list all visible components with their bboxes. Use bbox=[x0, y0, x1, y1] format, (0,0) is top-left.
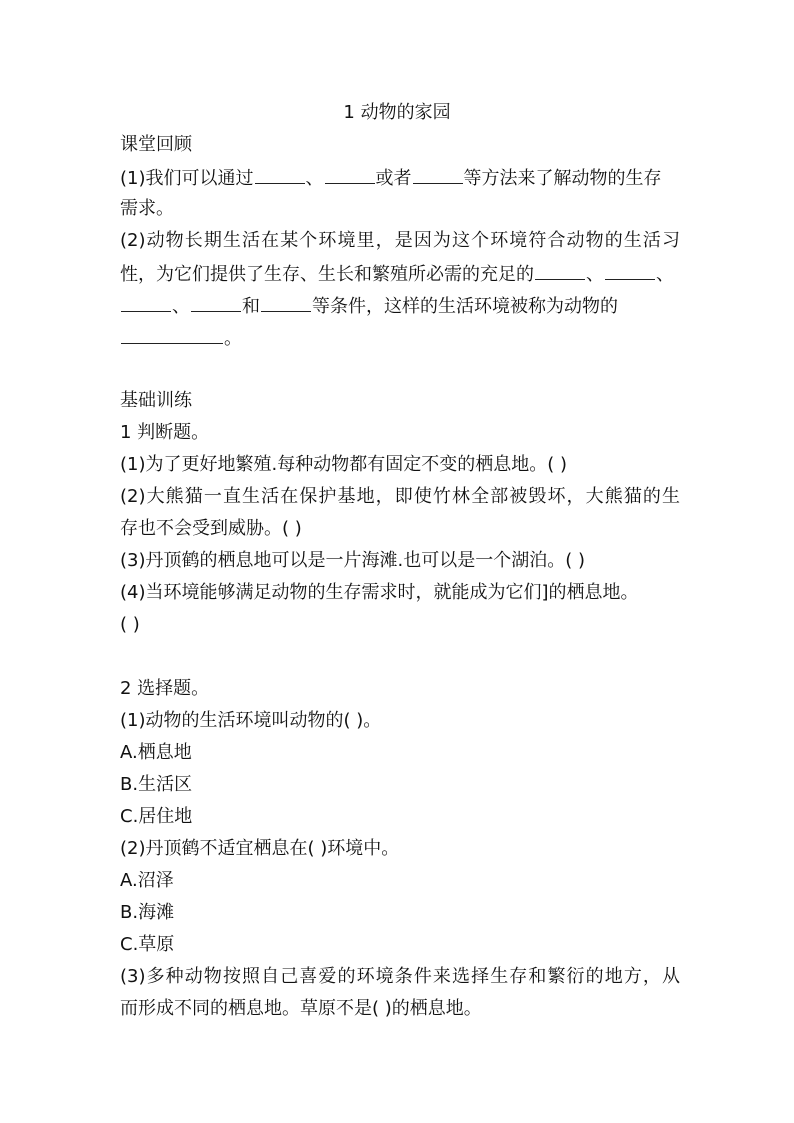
mc-q3-line2: 而形成不同的栖息地。草原不是( )的栖息地。 bbox=[120, 998, 482, 1019]
q2-line3-text: 等条件，这样的生活环境被称为动物的 bbox=[312, 296, 618, 317]
q1-prefix: (1)我们可以通过 bbox=[120, 168, 254, 189]
q2-end: 。 bbox=[224, 328, 242, 349]
answer-blank[interactable] bbox=[255, 166, 305, 184]
mc-q3-line1: (3)多种动物按照自己喜爱的环境条件来选择生存和繁衍的地方，从 bbox=[120, 966, 680, 987]
mc-q1-option-a: A.栖息地 bbox=[120, 742, 192, 763]
answer-blank[interactable] bbox=[261, 294, 311, 312]
mc-q1-option-b: B.生活区 bbox=[120, 774, 193, 795]
tf-item-4: (4)当环境能够满足动物的生存需求时，就能成为它们]的栖息地。 bbox=[120, 582, 639, 603]
tf-item-2-cont: 存也不会受到威胁。( ) bbox=[120, 518, 302, 539]
answer-blank[interactable] bbox=[121, 326, 223, 344]
review-q2-line4 bbox=[120, 326, 680, 350]
mc-heading: 2 选择题。 bbox=[120, 678, 210, 699]
tf-heading: 1 判断题。 bbox=[120, 422, 210, 443]
answer-blank[interactable] bbox=[121, 294, 171, 312]
q1-or: 或者 bbox=[375, 168, 412, 189]
answer-blank[interactable] bbox=[605, 262, 655, 280]
page-title: 1 动物的家园 bbox=[343, 102, 451, 123]
answer-blank[interactable] bbox=[325, 166, 375, 184]
section-heading-training: 基础训练 bbox=[120, 390, 192, 411]
review-q1-line2: 需求。 bbox=[120, 198, 174, 219]
answer-blank[interactable] bbox=[191, 294, 241, 312]
review-q2-line3 bbox=[120, 294, 680, 318]
tf-item-4-cont: ( ) bbox=[120, 614, 140, 635]
answer-blank[interactable] bbox=[413, 166, 463, 184]
review-q1-line1 bbox=[120, 166, 680, 190]
mc-q1-option-c: C.居住地 bbox=[120, 806, 193, 827]
q2-line2-text: 性，为它们提供了生存、生长和繁殖所必需的充足的 bbox=[120, 264, 534, 285]
q2-sep: 、 bbox=[172, 296, 190, 317]
mc-q2-option-b: B.海滩 bbox=[120, 902, 175, 923]
section-heading-review: 课堂回顾 bbox=[120, 134, 192, 155]
review-q2-line2 bbox=[120, 262, 680, 286]
q2-sep: 、 bbox=[586, 264, 604, 285]
tf-item-3: (3)丹顶鹤的栖息地可以是一片海滩.也可以是一个湖泊。( ) bbox=[120, 550, 585, 571]
mc-q1: (1)动物的生活环境叫动物的( )。 bbox=[120, 710, 382, 731]
q2-and: 和 bbox=[242, 296, 260, 317]
tf-item-1: (1)为了更好地繁殖.每种动物都有固定不变的栖息地。( ) bbox=[120, 454, 567, 475]
q1-sep: 、 bbox=[305, 168, 324, 189]
mc-q2-option-a: A.沼泽 bbox=[120, 870, 174, 891]
mc-q2: (2)丹顶鹤不适宜栖息在( )环境中。 bbox=[120, 838, 400, 859]
q1-suffix: 等方法来了解动物的生存 bbox=[463, 168, 662, 189]
q2-sep: 、 bbox=[656, 264, 674, 285]
review-q2-line1: (2)动物长期生活在某个环境里，是因为这个环境符合动物的生活习 bbox=[120, 230, 680, 251]
mc-q2-option-c: C.草原 bbox=[120, 934, 175, 955]
tf-item-2: (2)大熊猫一直生活在保护基地，即使竹林全部被毁坏，大熊猫的生 bbox=[120, 486, 680, 507]
answer-blank[interactable] bbox=[535, 262, 585, 280]
